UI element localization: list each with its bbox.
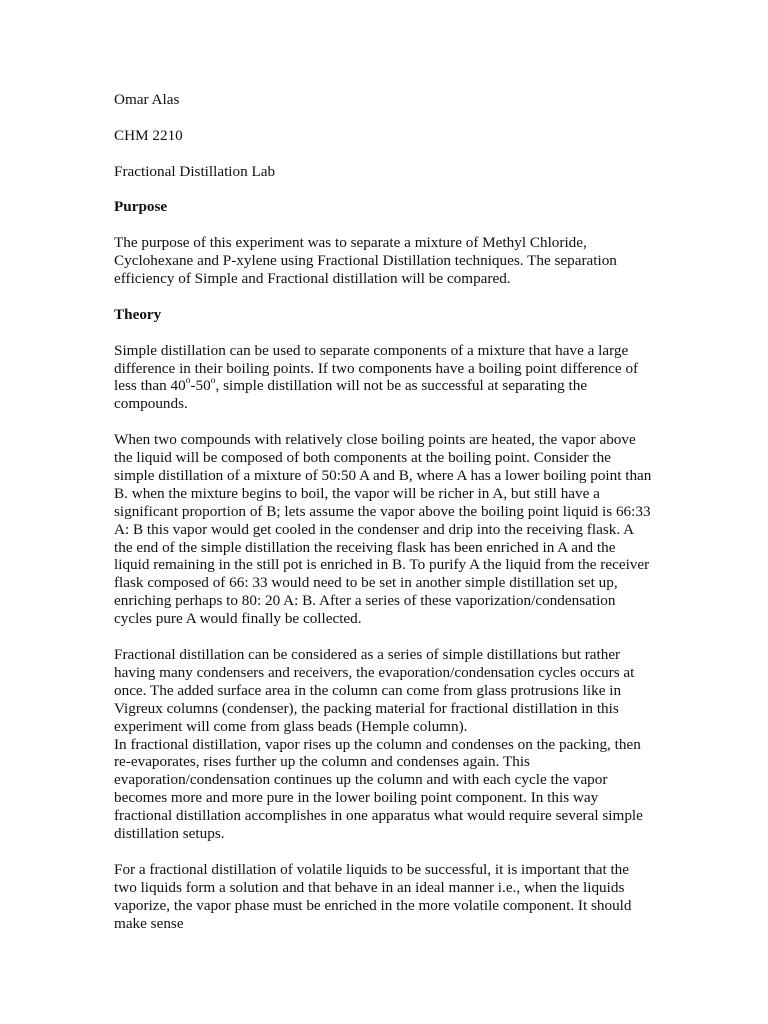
author-name: Omar Alas — [114, 91, 180, 108]
theory-paragraph-5: For a fractional distillation of volatile liquids to be successful, it is important that the two liquids form a solution and that behave in an ideal manner i.e., when the liquids vaporize, the vapor phase must be enriched in the more volatile component. It should make sense — [114, 860, 632, 932]
purpose-heading: Purpose — [114, 198, 168, 216]
purpose-paragraph: The purpose of this experiment was to separate a mixture of Methyl Chloride, Cyclohexane and P-xylene using Fractional Distillation techniques. The separation efficiency of Simple and Fractional distillation will be compared. — [114, 234, 617, 287]
course-code: CHM 2210 — [114, 126, 183, 144]
theory-paragraph-1 — [114, 342, 654, 414]
document-body — [114, 91, 654, 950]
degree-superscript: o — [210, 376, 216, 387]
theory-p1-text-end: , simple distillation will not be as successful at separating the compounds. — [114, 377, 588, 413]
theory-paragraph-3: Fractional distillation can be considered as a series of simple distillations but rather having many condensers and receivers, the evaporation/condensation cycles occurs at once. The added surface area in the column can come from glass protrusions like in Vigreux columns (condenser), the packing material for fractional distillation in this experiment will come from glass beads (Hemple column). — [114, 645, 635, 735]
theory-paragraph-4: In fractional distillation, vapor rises up the column and condenses on the packing, then re-evaporates, rises further up the column and condenses again. This evaporation/condensation continues up the column and with each cycle the vapor becomes more and more pure in the lower boiling point component. In this way fractional distillation accomplishes in one apparatus what would require several simple distillation setups. — [114, 735, 643, 843]
theory-paragraph-2: When two compounds with relatively close boiling points are heated, the vapor above the liquid will be composed of both components at the boiling point. Consider the simple distillation of a mixture of 50:50 A and B, where A has a lower boiling point than B. when the mixture begins to boil, the vapor will be richer in A, but still have a significant proportion of B; lets assume the vapor above the boiling point liquid is 66:33 A: B this vapor would get cooled in the condenser and drip into the receiving flask. A the end of the simple distillation the receiving flask has been enriched in A and the liquid remaining in the still pot is enriched in B. To purify A the liquid from the receiver flask composed of 66: 33 would need to be set in another simple distillation set up, enriching perhaps to 80: 20 A: B. After a series of these vaporization/condensation cycles pure A would finally be collected. — [114, 431, 652, 628]
lab-title: Fractional Distillation Lab — [114, 162, 276, 180]
theory-p1-text-mid: -50 — [190, 377, 211, 395]
theory-p1-text-start: Simple distillation can be used to separate components of a mixture that have a large difference in their boiling points. If two components have a boiling point difference of less than 40 — [114, 341, 639, 395]
theory-heading: Theory — [114, 305, 162, 323]
degree-superscript: o — [185, 376, 191, 387]
